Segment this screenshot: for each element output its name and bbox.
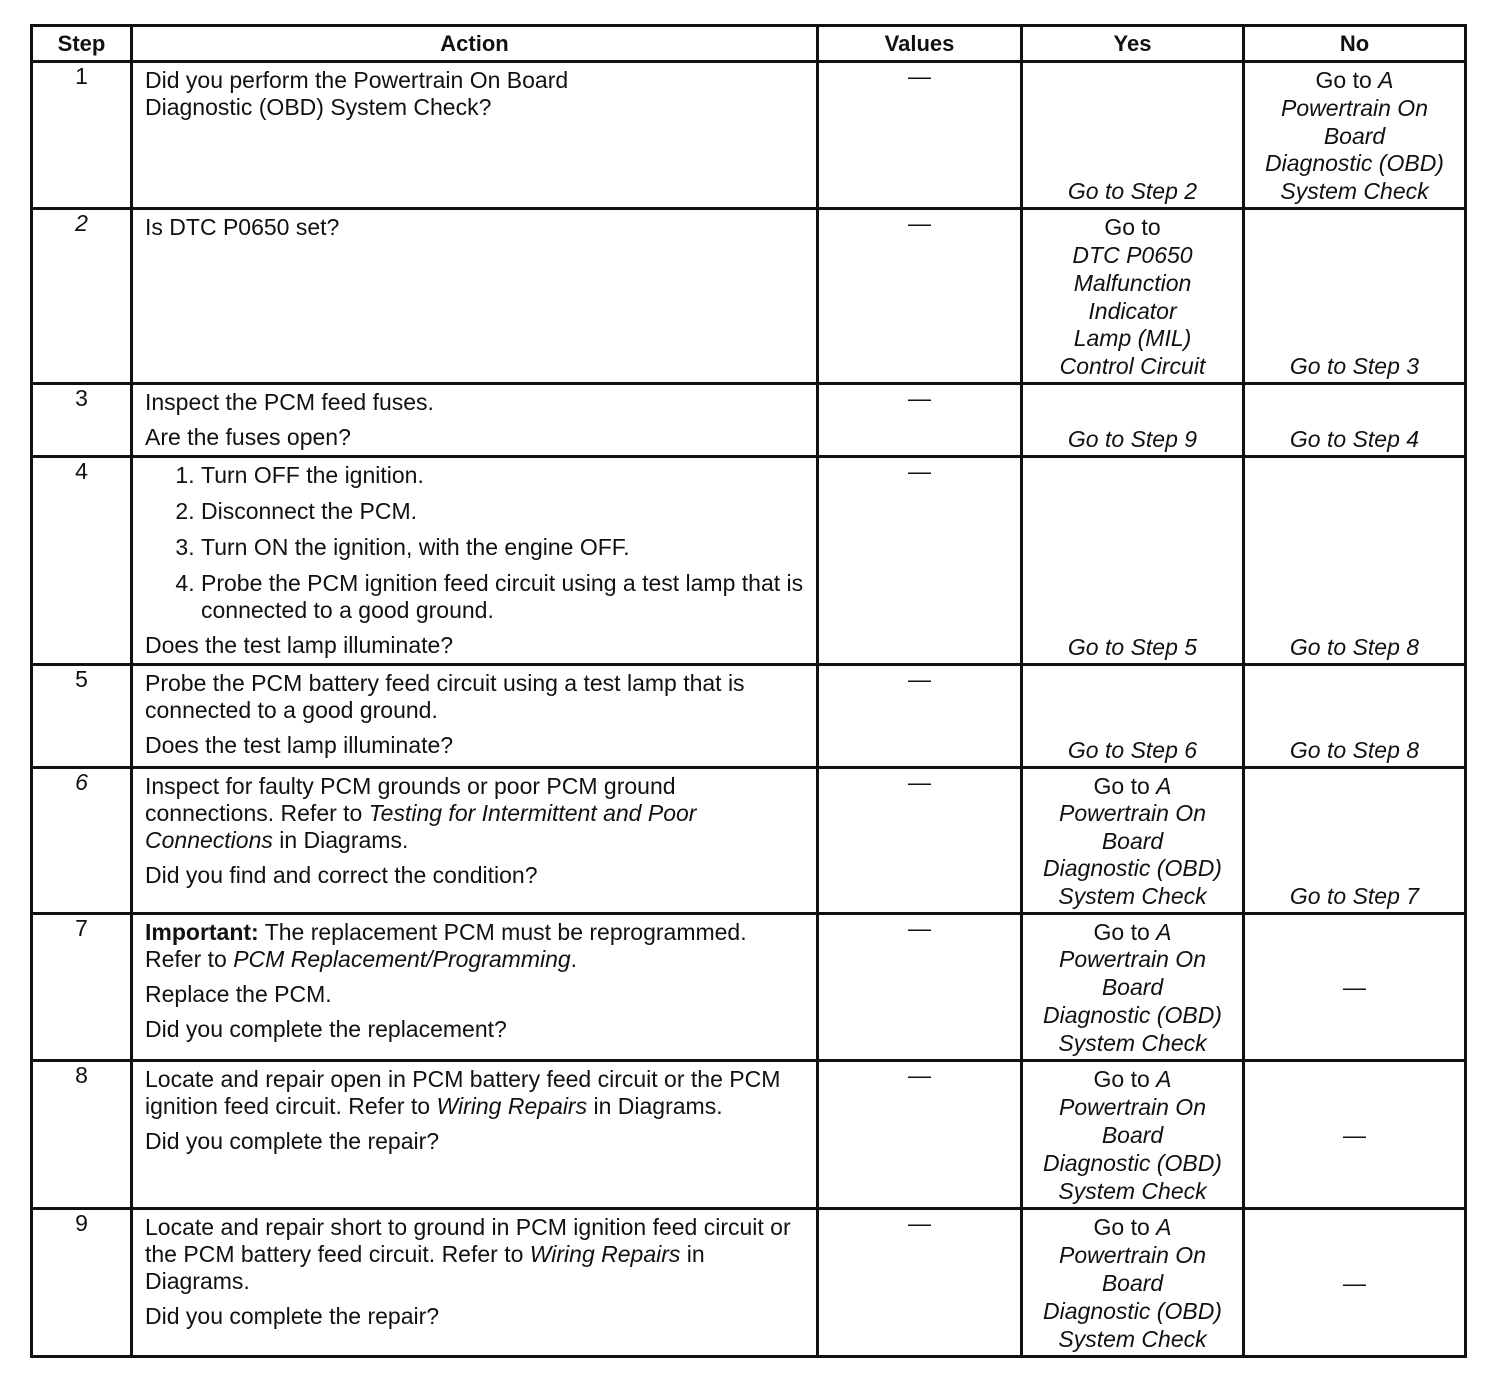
action-cell: [132, 767, 818, 913]
obd-line: Diagnostic (OBD): [1043, 855, 1222, 882]
obd-line: Powertrain On: [1280, 94, 1428, 121]
step-number: 2: [32, 209, 132, 384]
obd-line: Powertrain On: [1058, 1241, 1206, 1268]
list-item: 3. Turn ON the ignition, with the engine OFF.: [201, 534, 806, 561]
yes-link[interactable]: [1023, 210, 1242, 382]
goto-text: Go to: [1315, 67, 1372, 93]
goto-text: Go to: [1093, 772, 1150, 799]
reference-link[interactable]: PCM Replacement/Programming: [233, 945, 571, 972]
action-text: [145, 1066, 806, 1120]
goto-text: Go to: [1093, 1213, 1150, 1240]
table-row: [32, 767, 1466, 913]
action-text-part: in Diagrams.: [587, 1092, 723, 1119]
yes-cell: [1022, 665, 1244, 767]
no-link[interactable]: Go to Step 7: [1289, 882, 1420, 909]
no-cell: [1244, 384, 1466, 457]
header-yes: Yes: [1022, 26, 1244, 62]
no-dash: —: [1343, 1121, 1366, 1148]
step-number: 6: [32, 767, 132, 913]
yes-link[interactable]: [1023, 769, 1242, 912]
no-cell: [1244, 1060, 1466, 1208]
action-question: Are the fuses open?: [145, 424, 351, 451]
yes-link[interactable]: [1023, 915, 1242, 1059]
table-row: [32, 665, 1466, 767]
action-text: Replace the PCM.: [145, 980, 332, 1007]
action-cell: [132, 62, 818, 209]
yes-cell: [1022, 209, 1244, 384]
step-number: 9: [32, 1208, 132, 1356]
goto-a: A: [1156, 772, 1172, 799]
no-link[interactable]: [1245, 63, 1464, 207]
header-step: Step: [32, 26, 132, 62]
yes-link[interactable]: [1023, 1210, 1242, 1355]
table-row: [32, 384, 1466, 457]
yes-cell: [1022, 767, 1244, 913]
obd-line: Board: [1101, 1269, 1164, 1296]
header-values: Values: [818, 26, 1022, 62]
obd-line: Diagnostic (OBD): [1043, 1001, 1222, 1028]
action-text: Did you perform the Powertrain On Board: [145, 67, 569, 93]
yes-link[interactable]: Go to Step 5: [1067, 634, 1198, 661]
action-cell: [132, 384, 818, 457]
values-cell: —: [818, 457, 1022, 665]
yes-link[interactable]: [1023, 1062, 1242, 1207]
action-question: Does the test lamp illuminate?: [145, 632, 454, 659]
action-cell: [132, 665, 818, 767]
action-text: Inspect the PCM feed fuses.: [145, 389, 434, 416]
reference-link[interactable]: Wiring Repairs: [436, 1092, 588, 1119]
values-cell: —: [818, 1060, 1022, 1208]
procedure-list: [145, 462, 806, 624]
obd-line: Board: [1101, 974, 1164, 1001]
goto-text: Go to: [1093, 1065, 1150, 1092]
step-number: 3: [32, 384, 132, 457]
yes-cell: [1022, 913, 1244, 1060]
table-row: [32, 1208, 1466, 1356]
step-number: 8: [32, 1060, 132, 1208]
goto-a: A: [1156, 1065, 1172, 1092]
goto-a: A: [1156, 918, 1172, 945]
obd-line: Diagnostic (OBD): [1265, 150, 1444, 177]
step-number: 5: [32, 665, 132, 767]
yes-line: DTC P0650: [1072, 241, 1193, 268]
action-text-part: in Diagrams.: [145, 1240, 705, 1294]
action-text-part: Locate and repair open in PCM battery feed circuit or the PCM ignition feed circuit. Refer to: [145, 1065, 781, 1119]
no-link[interactable]: Go to Step 8: [1289, 634, 1420, 661]
action-text: [145, 773, 806, 854]
yes-line: Go to: [1104, 214, 1161, 241]
obd-line: System Check: [1058, 1029, 1207, 1056]
table-row: [32, 62, 1466, 209]
yes-cell: [1022, 1060, 1244, 1208]
table-row: [32, 209, 1466, 384]
important-text: .: [570, 945, 578, 972]
step-number: 7: [32, 913, 132, 1060]
list-item: 1. Turn OFF the ignition.: [201, 462, 806, 489]
no-cell: [1244, 62, 1466, 209]
header-row: [32, 26, 1466, 62]
action-text: Is DTC P0650 set?: [145, 214, 340, 241]
no-cell: [1244, 1208, 1466, 1356]
yes-cell: [1022, 457, 1244, 665]
yes-line: Indicator: [1088, 297, 1177, 324]
goto-text: Go to: [1093, 918, 1150, 945]
no-cell: [1244, 913, 1466, 1060]
goto-a: A: [1156, 1213, 1172, 1240]
step-number: 4: [32, 457, 132, 665]
no-link[interactable]: Go to Step 3: [1289, 353, 1420, 380]
obd-line: Board: [1101, 827, 1164, 854]
action-text-part: in Diagrams.: [272, 826, 409, 853]
no-cell: [1244, 665, 1466, 767]
action-text: Probe the PCM battery feed circuit using a test lamp that is connected to a good ground.: [145, 670, 745, 724]
yes-line: Lamp (MIL): [1073, 325, 1192, 352]
yes-line: Control Circuit: [1059, 353, 1206, 380]
no-dash: —: [1343, 974, 1366, 1001]
no-link[interactable]: Go to Step 4: [1289, 426, 1420, 453]
table-row: [32, 1060, 1466, 1208]
obd-line: Board: [1323, 122, 1386, 149]
important-label: Important:: [145, 918, 259, 945]
action-question: Did you complete the repair?: [145, 1127, 440, 1154]
header-no: No: [1244, 26, 1466, 62]
obd-line: Diagnostic (OBD): [1043, 1149, 1222, 1176]
action-cell: [132, 209, 818, 384]
important-text: The replacement PCM must be reprogrammed. Refer to: [145, 918, 747, 972]
yes-link[interactable]: Go to Step 6: [1067, 736, 1198, 763]
values-cell: —: [818, 1208, 1022, 1356]
action-cell: [132, 457, 818, 665]
action-cell: [132, 913, 818, 1060]
yes-cell: [1022, 1208, 1244, 1356]
important-note: [145, 919, 806, 973]
list-item: 2. Disconnect the PCM.: [201, 498, 806, 525]
goto-a: A: [1378, 67, 1394, 93]
values-cell: —: [818, 767, 1022, 913]
table-row: [32, 913, 1466, 1060]
yes-line: Malfunction: [1073, 269, 1192, 296]
obd-line: Diagnostic (OBD): [1043, 1297, 1222, 1324]
obd-line: System Check: [1058, 1325, 1207, 1352]
obd-line: Powertrain On: [1058, 1093, 1206, 1120]
header-action: Action: [132, 26, 818, 62]
reference-link[interactable]: Wiring Repairs: [529, 1240, 681, 1267]
values-cell: —: [818, 913, 1022, 1060]
action-cell: [132, 1208, 818, 1356]
obd-line: System Check: [1280, 178, 1429, 205]
obd-line: System Check: [1058, 1177, 1207, 1204]
action-question: Did you complete the replacement?: [145, 1015, 507, 1042]
yes-cell: [1022, 62, 1244, 209]
no-cell: [1244, 767, 1466, 913]
no-link[interactable]: Go to Step 8: [1289, 736, 1420, 763]
yes-cell: [1022, 384, 1244, 457]
action-question: Did you find and correct the condition?: [145, 861, 538, 888]
action-text-part: Inspect for faulty PCM grounds or poor PCM ground connections. Refer to: [145, 772, 676, 826]
values-cell: —: [818, 665, 1022, 767]
no-dash: —: [1343, 1269, 1366, 1296]
no-cell: [1244, 457, 1466, 665]
yes-link[interactable]: Go to Step 9: [1067, 426, 1198, 453]
action-text: [145, 1214, 806, 1295]
obd-line: Powertrain On: [1058, 800, 1206, 827]
action-text-part: Locate and repair short to ground in PCM ignition feed circuit or the PCM battery feed circuit. Refer to: [145, 1213, 791, 1267]
obd-line: Board: [1101, 1121, 1164, 1148]
action-cell: [132, 1060, 818, 1208]
list-item: 4. Probe the PCM ignition feed circuit using a test lamp that is connected to a good ground.: [201, 570, 806, 624]
values-cell: —: [818, 384, 1022, 457]
step-number: 1: [32, 62, 132, 209]
yes-link[interactable]: Go to Step 2: [1067, 178, 1198, 205]
values-cell: —: [818, 62, 1022, 209]
action-question: Did you complete the repair?: [145, 1302, 440, 1329]
reference-link[interactable]: Testing for Intermittent and Poor Connections: [145, 799, 697, 853]
diagnostic-table: [30, 24, 1467, 1358]
obd-line: System Check: [1058, 882, 1207, 909]
obd-line: Powertrain On: [1058, 946, 1206, 973]
action-text: Diagnostic (OBD) System Check?: [145, 94, 492, 120]
values-cell: —: [818, 209, 1022, 384]
no-cell: [1244, 209, 1466, 384]
table-row: [32, 457, 1466, 665]
action-question: Does the test lamp illuminate?: [145, 732, 454, 759]
